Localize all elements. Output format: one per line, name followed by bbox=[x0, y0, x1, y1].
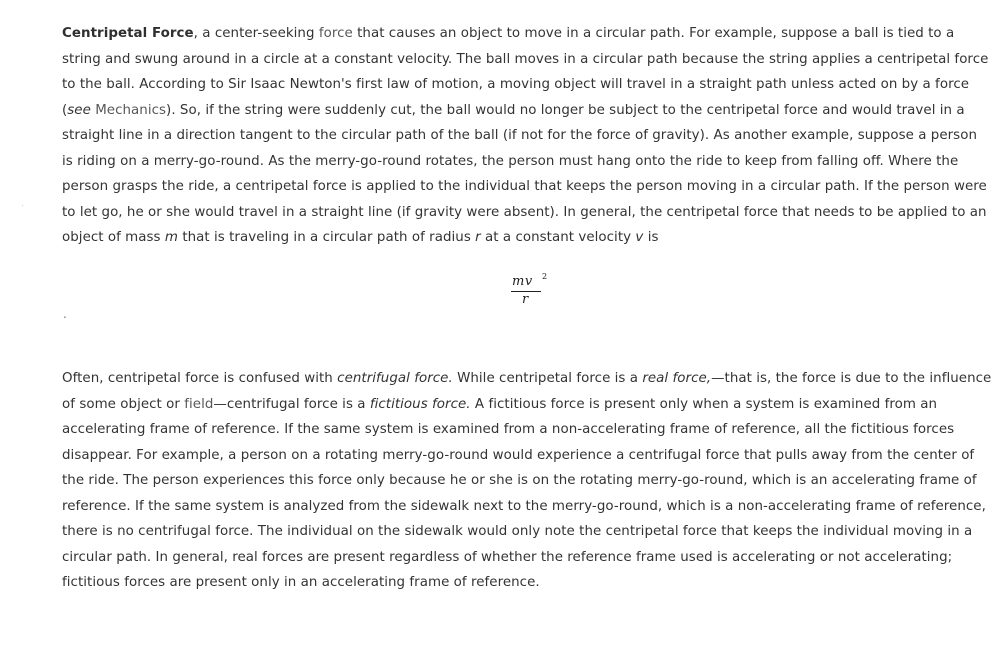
paragraph-definition bbox=[62, 21, 992, 251]
text-run: that causes an object to move in a circular path. For example, suppose a ball is tied to a string and swung around in a circle at a constant velocity. The ball moves in a circular path because the string applies a centripetal force to the ball. According to Sir Isaac Newton's first law of motion, a moving object will travel in a straight path unless acted on by a force ( bbox=[62, 26, 989, 118]
text-run: is bbox=[643, 230, 659, 245]
text-run: A fictitious force is present only when a system is examined from an accelerating frame of reference. If the same system is examined from a non-accelerating frame of reference, all the fictitious forces disappear. For example, a person on a rotating merry-go-round would experience a centrifugal force that pulls away from the center of the ride. The person experiences this force only because he or she is on the rotating merry-go-round, which is an accelerating frame of reference. If the same system is analyzed from the sidewalk next to the merry-go-round, which is a non-accelerating frame of reference, there is no centrifugal force. The individual on the sidewalk would only note the centripetal force that keeps the individual moving in a circular path. In general, real forces are present regardless of whether the reference frame used is accelerating or not accelerating; fictitious forces are present only in an accelerating frame of reference. bbox=[62, 396, 986, 590]
variable-mass: m bbox=[164, 230, 179, 245]
text-run: that is traveling in a circular path of radius bbox=[178, 230, 476, 245]
link-mechanics[interactable]: Mechanics bbox=[95, 102, 167, 118]
variable-velocity: v bbox=[635, 230, 644, 245]
term-fictitious-force: fictitious force. bbox=[369, 396, 471, 412]
paragraph-centrifugal bbox=[62, 366, 992, 596]
variable-radius: r bbox=[475, 230, 481, 245]
see-reference: see bbox=[67, 102, 91, 118]
term-centrifugal-force: centrifugal force. bbox=[337, 371, 453, 386]
scan-speck bbox=[22, 205, 23, 206]
link-field[interactable]: field bbox=[184, 396, 214, 412]
text-run: While centripetal force is a bbox=[452, 371, 643, 386]
centripetal-force-formula bbox=[508, 270, 568, 310]
text-run: —that is, the force is due to the influence of some object or bbox=[62, 371, 992, 412]
formula-numerator: mv bbox=[512, 274, 533, 289]
term-real-force: real force, bbox=[642, 371, 712, 386]
link-force[interactable]: force bbox=[318, 26, 353, 41]
formula-denominator: r bbox=[522, 292, 529, 307]
term-centripetal-force: Centripetal Force bbox=[62, 26, 194, 41]
text-run: , a center-seeking bbox=[193, 26, 319, 41]
formula-exponent: 2 bbox=[542, 272, 548, 281]
text-run: —centrifugal force is a bbox=[213, 396, 370, 412]
text-run: Often, centripetal force is confused with bbox=[62, 371, 338, 386]
text-run: at a constant velocity bbox=[480, 230, 636, 245]
text-run: ). So, if the string were suddenly cut, the ball would no longer be subject to the centripetal force and would travel in a straight line in a direction tangent to the circular path of the ball (if not for the force of gravity). As another example, suppose a person is riding on a merry-go-round. As the merry-go-round rotates, the person must hang onto the ride to keep from falling off. Where the person grasps the ride, a centripetal force is applied to the individual that keeps the person moving in a circular path. If the person were to let go, he or she would travel in a straight line (if gravity were absent). In general, the centripetal force that needs to be applied to an object of mass bbox=[62, 102, 987, 245]
stray-mark: . bbox=[63, 307, 67, 321]
